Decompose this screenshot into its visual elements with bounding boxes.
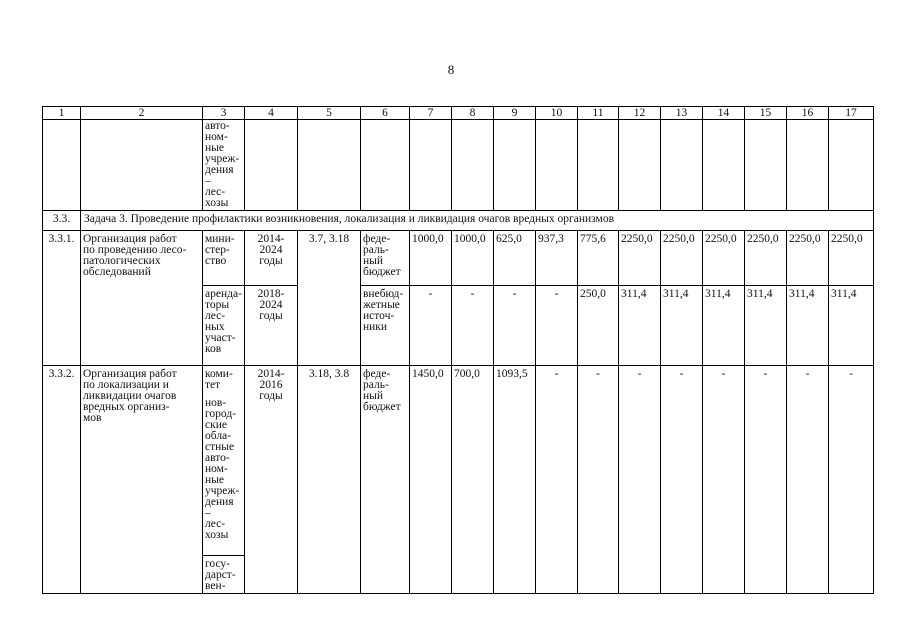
source-cell: внебюд- жетные источ- ники — [361, 286, 410, 366]
value-cell: - — [661, 366, 703, 594]
header-cell: 15 — [745, 107, 787, 120]
value-cell: - — [619, 366, 661, 594]
value-cell: 311,4 — [829, 286, 874, 366]
value-cell: 775,6 — [578, 231, 619, 286]
value-cell: - — [829, 366, 874, 594]
header-cell: 13 — [661, 107, 703, 120]
executor-cell: аренда- торы лес- ных участ- ков — [203, 286, 245, 366]
header-cell: 11 — [578, 107, 619, 120]
period-cell: 2018- 2024 годы — [245, 286, 298, 366]
period-cell: 2014- 2016 годы — [245, 366, 298, 594]
header-cell: 1 — [43, 107, 81, 120]
executor-cell: коми- тет — [205, 368, 233, 391]
table-row — [43, 231, 874, 286]
period-cell: 2014- 2024 годы — [245, 231, 298, 286]
value-cell: 2250,0 — [787, 231, 829, 286]
value-cell: 311,4 — [661, 286, 703, 366]
executor-cell: авто- ном- ные учреж- дения – лес- хозы — [203, 120, 245, 211]
value-cell: 625,0 — [494, 231, 536, 286]
value-cell: - — [536, 366, 578, 594]
item-name: Организация работ по проведению лесо- патологических обследований — [81, 231, 203, 366]
value-cell: - — [578, 366, 619, 594]
value-cell: 311,4 — [787, 286, 829, 366]
value-cell: 700,0 — [452, 366, 494, 594]
value-cell: 2250,0 — [619, 231, 661, 286]
task-number: 3.3. — [43, 211, 81, 231]
source-cell: феде- раль- ный бюджет — [361, 366, 410, 594]
header-cell: 17 — [829, 107, 874, 120]
value-cell: 1450,0 — [410, 366, 452, 594]
value-cell: 311,4 — [703, 286, 745, 366]
header-cell: 5 — [298, 107, 361, 120]
table-row — [43, 366, 874, 556]
executor-cell: нов- город- ские обла- стные авто- ном- ные учреж- дения – лес- хозы — [205, 397, 240, 541]
indicators-cell: 3.18, 3.8 — [298, 366, 361, 594]
value-cell: 2250,0 — [829, 231, 874, 286]
page-number: 8 — [447, 62, 455, 77]
header-cell: 8 — [452, 107, 494, 120]
task-title: Задача 3. Проведение профилактики возникновения, локализация и ликвидация очагов вредных организмов — [81, 211, 874, 231]
value-cell: 1000,0 — [410, 231, 452, 286]
value-cell: 1000,0 — [452, 231, 494, 286]
value-cell: 2250,0 — [703, 231, 745, 286]
header-cell: 10 — [536, 107, 578, 120]
value-cell: - — [703, 366, 745, 594]
value-cell: 250,0 — [578, 286, 619, 366]
item-number: 3.3.2. — [43, 366, 81, 594]
header-cell: 16 — [787, 107, 829, 120]
header-cell: 4 — [245, 107, 298, 120]
header-cell: 3 — [203, 107, 245, 120]
task-row — [43, 211, 874, 231]
value-cell: 311,4 — [619, 286, 661, 366]
value-cell: - — [787, 366, 829, 594]
header-cell: 6 — [361, 107, 410, 120]
header-cell: 12 — [619, 107, 661, 120]
header-cell: 2 — [81, 107, 203, 120]
value-cell: - — [410, 286, 452, 366]
header-row — [43, 107, 874, 120]
value-cell: 1093,5 — [494, 366, 536, 594]
value-cell: 311,4 — [745, 286, 787, 366]
executor-cell: мини- стер- ство — [203, 231, 245, 286]
program-table — [42, 106, 874, 594]
value-cell: - — [452, 286, 494, 366]
executor-cell: госу- дарст- вен- — [203, 556, 245, 594]
value-cell: 2250,0 — [661, 231, 703, 286]
value-cell: 2250,0 — [745, 231, 787, 286]
table-row — [43, 120, 874, 211]
indicators-cell: 3.7, 3.18 — [298, 231, 361, 366]
source-cell: феде- раль- ный бюджет — [361, 231, 410, 286]
header-cell: 9 — [494, 107, 536, 120]
value-cell: - — [745, 366, 787, 594]
value-cell: - — [536, 286, 578, 366]
item-number: 3.3.1. — [43, 231, 81, 366]
item-name: Организация работ по локализации и ликвидации очагов вредных организ- мов — [81, 366, 203, 594]
value-cell: - — [494, 286, 536, 366]
value-cell: 937,3 — [536, 231, 578, 286]
header-cell: 7 — [410, 107, 452, 120]
header-cell: 14 — [703, 107, 745, 120]
